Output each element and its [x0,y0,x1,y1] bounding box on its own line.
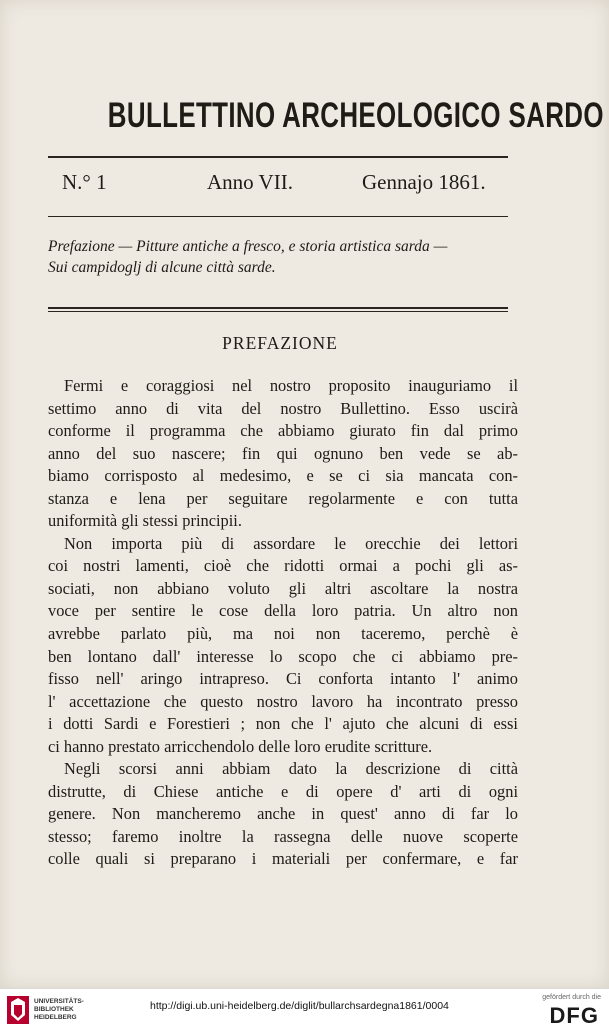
body-line: coi nostri lamenti, cioè che ridotti ormai a pochi gli as- [48,556,518,576]
double-rule-bottom [48,311,508,312]
permalink-url[interactable]: http://digi.ub.uni-heidelberg.de/diglit/bullarchsardegna1861/0004 [150,1000,449,1012]
body-text [48,375,518,871]
university-library-label: UNIVERSITÄTS- BIBLIOTHEK HEIDELBERG [34,998,84,1021]
body-line: voce per sentire le cose della loro patria. Un altro non [48,601,518,621]
body-line: anno del suo nascere; fin qui ognuno ben vede se ab- [48,443,518,463]
body-line: ci hanno prestato arricchendolo delle loro erudite scritture. [48,736,433,756]
body-line: Fermi e coraggiosi nel nostro proposito inauguriamo il [64,376,518,395]
body-line: fisso nell' aringo intrapreso. Ci conforta intanto l' animo [48,669,518,689]
body-line: i dotti Sardi e Forestieri ; non che l' ajuto che alcuni di essi [48,714,518,734]
body-line: Negli scorsi anni abbiam dato la descrizione di città [64,759,518,779]
table-of-contents [48,236,518,278]
body-line: colle quali si preparano i materiali per confermare, e far [48,849,518,869]
contents-line: Prefazione — Pitture antiche a fresco, e storia artistica sarda — [48,238,448,255]
body-line: settimo anno di vita del nostro Bullettino. Esso uscirà [48,398,518,418]
body-line: Non importa più di assordare le orecchie dei lettori [64,533,518,553]
body-line: uniformità gli stessi principii. [48,511,242,531]
issue-number: N.° 1 [62,170,107,194]
title-rule [48,156,508,158]
university-seal-icon [6,995,30,1025]
issue-line [62,170,502,200]
section-heading: PREFAZIONE [222,333,338,353]
body-line: stanza e lena per seguitare regolarmente e con tutta [48,488,518,508]
body-line: ben lontano dall' interesse lo scopo che ci abbiamo pre- [48,646,518,666]
body-line: avrebbe parlato più, ma noi non taceremo, perchè è [48,624,518,644]
contents-line: Sui campidoglj di alcune città sarde. [48,259,276,276]
issue-date: Gennajo 1861. [362,170,486,194]
double-rule-top [48,307,508,309]
body-line: l' accettazione che questo nostro lavoro ha incontrato presso [48,691,518,711]
viewer-footer [0,988,609,1034]
dfg-logo: DFG [549,1003,599,1028]
funded-by-label: gefördert durch die [542,994,601,1001]
body-line: conforme il programma che abbiamo giurato fin dal primo [48,421,518,441]
body-line: distrutte, di Chiese antiche e di opere d' arti di ogni [48,781,518,801]
body-line: stesso; faremo inoltre la rassegna delle nuove scoperte [48,826,518,846]
issue-rule [48,216,508,217]
body-line: biamo corrisposto al medesimo, e se ci sia mancata con- [48,466,518,486]
body-line: sociati, non abbiano voluto gli altri ascoltare la nostra [48,578,518,598]
journal-title: BULLETTINO ARCHEOLOGICO SARDO [107,96,604,135]
body-line: genere. Non mancheremo anche in quest' anno di far lo [48,804,518,824]
issue-year: Anno VII. [207,170,293,194]
